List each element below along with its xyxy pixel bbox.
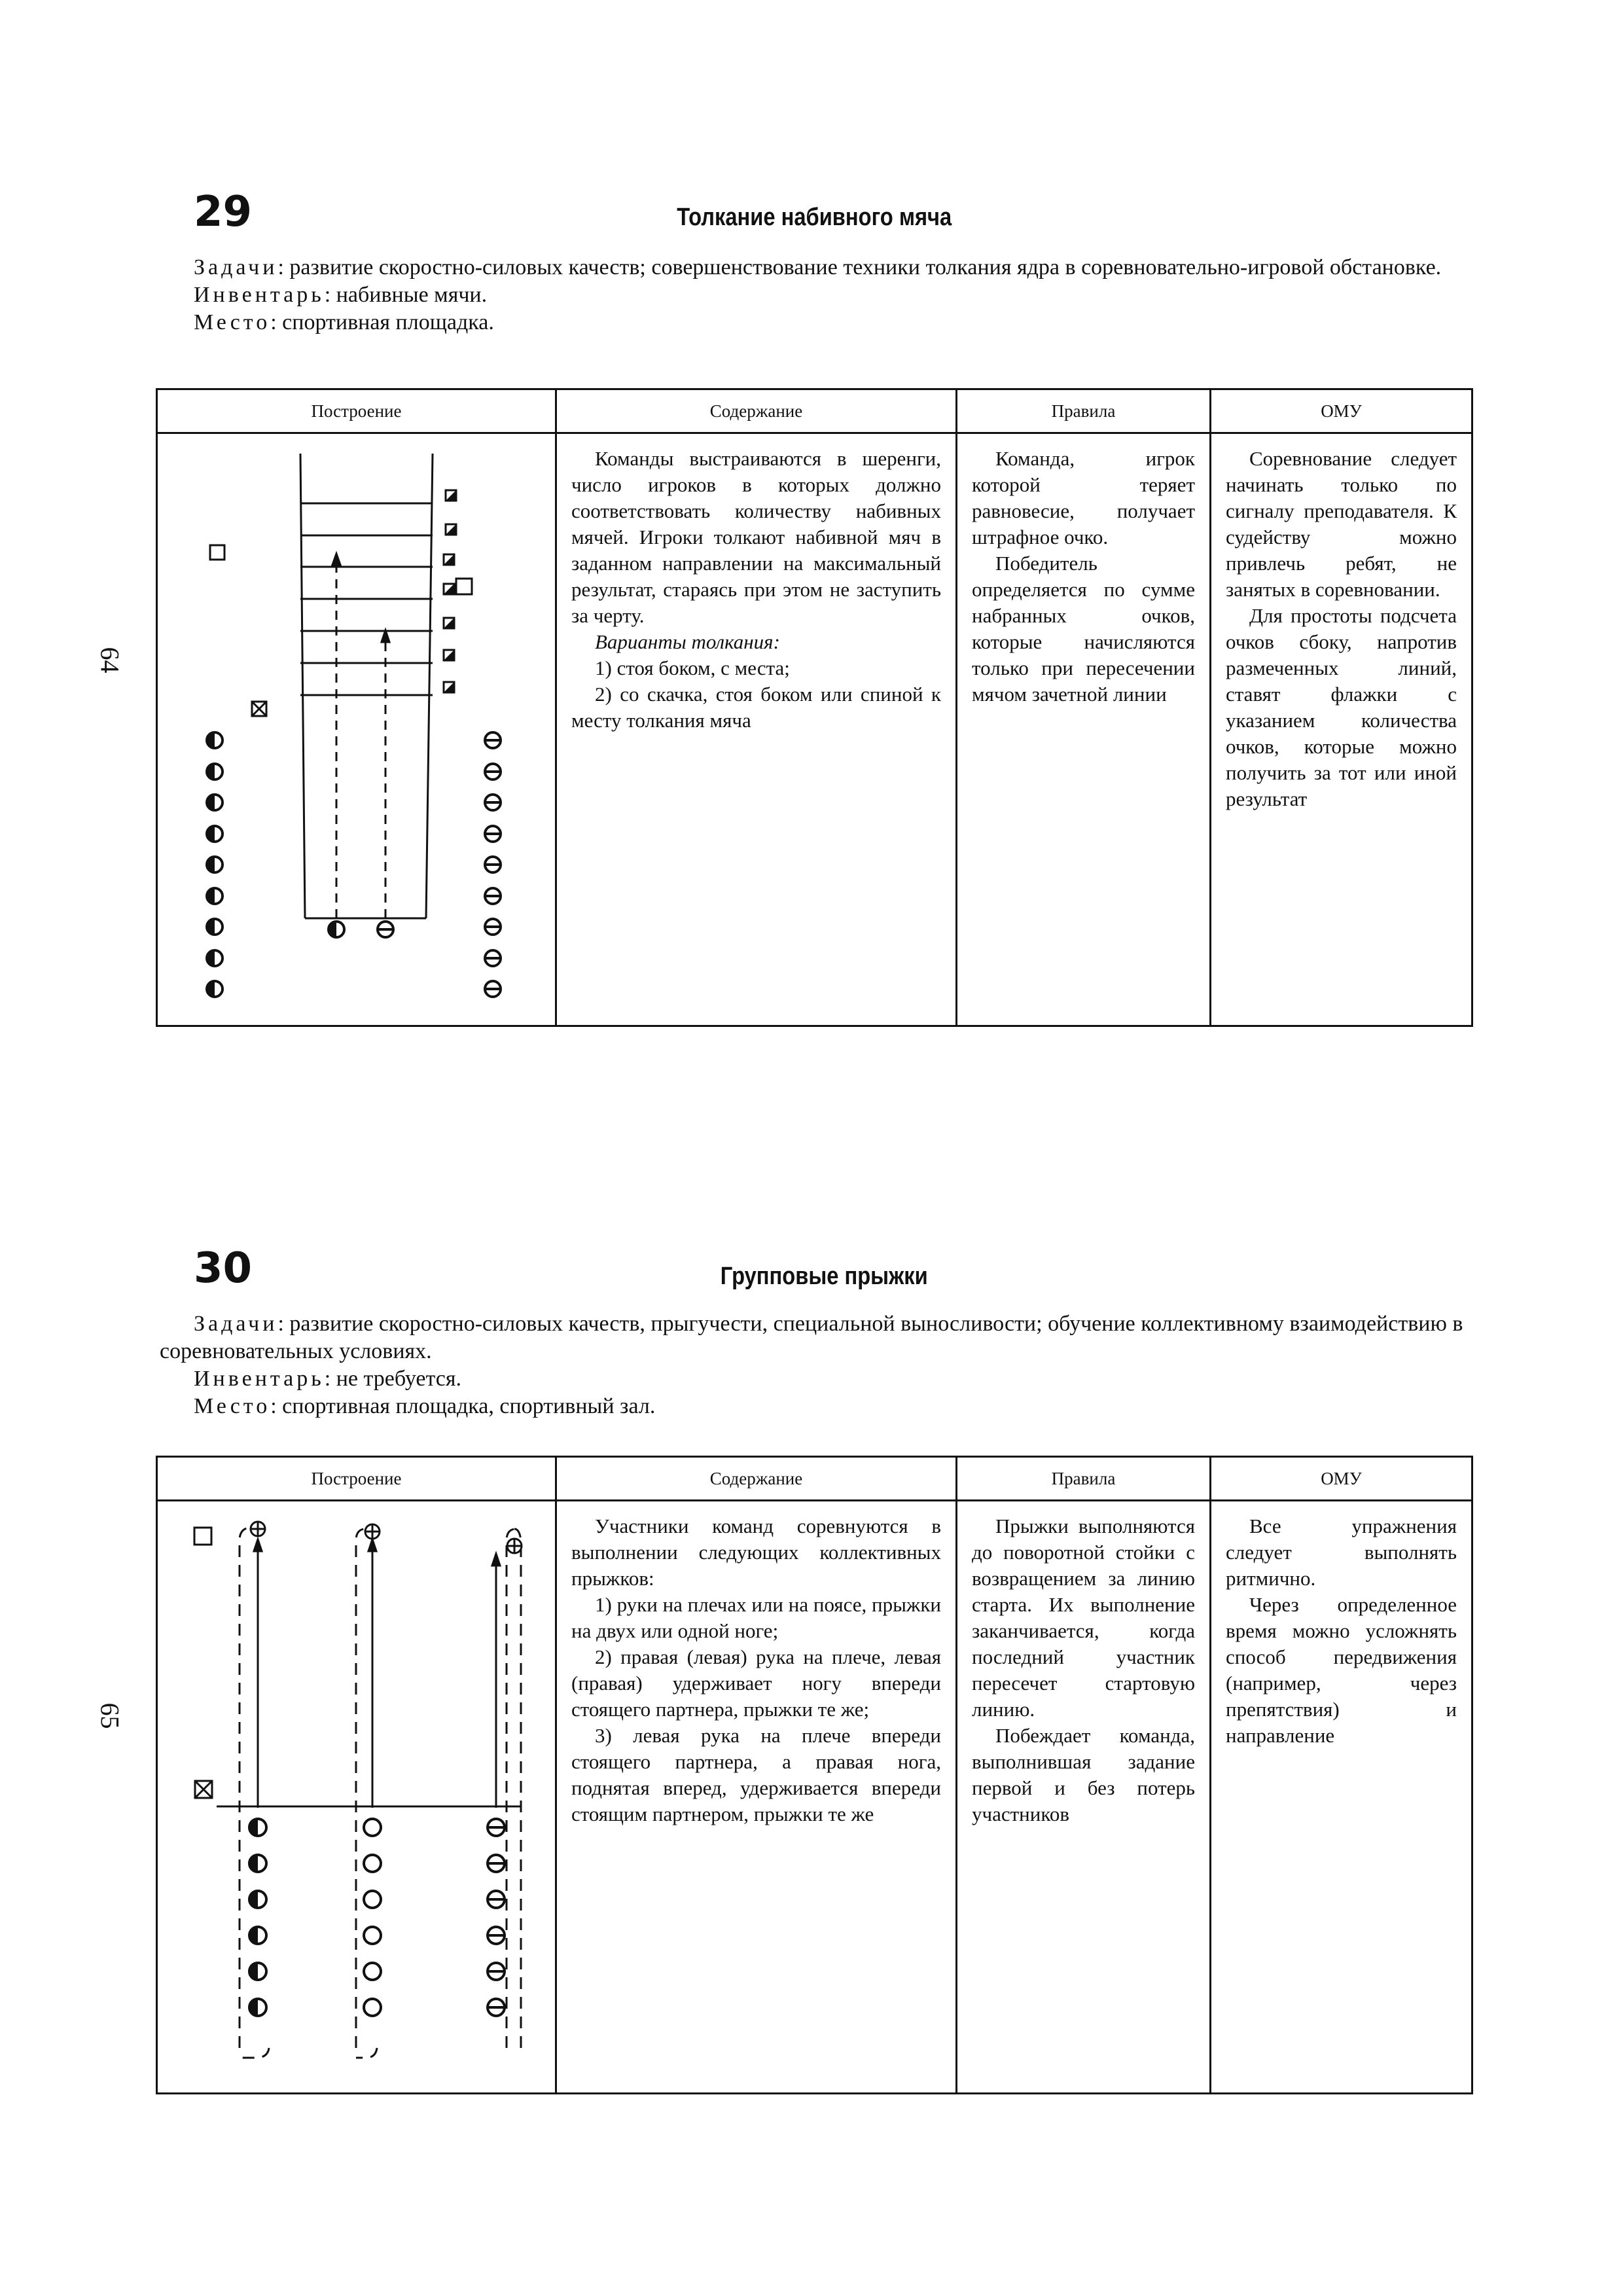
header-content: Содержание xyxy=(556,389,957,433)
judge-square-icon xyxy=(456,579,472,594)
turn-post-icons xyxy=(251,1522,522,1553)
inventory-label: Инвентарь xyxy=(194,283,325,307)
layout-diagram xyxy=(157,433,556,1026)
exercise-number: 29 xyxy=(194,188,253,236)
judge-icon xyxy=(195,1781,212,1798)
place-label: Место xyxy=(194,310,271,334)
place-label: Место xyxy=(194,1394,271,1418)
omu-cell xyxy=(1211,433,1472,1026)
tasks-label: Задачи xyxy=(194,1312,278,1336)
team-a-column xyxy=(249,1819,266,2016)
rule-2: Победитель определяется по сумме набранных очков, которые начисляются только при пересечении мячом зачетной линии xyxy=(972,552,1195,706)
header-layout: Построение xyxy=(157,389,556,433)
content-cell xyxy=(556,1501,957,2094)
tasks-text: : развитие скоростно-силовых качеств; совершенствование техники толкания ядра в соревновательно-игровой обстановке. xyxy=(277,255,1442,279)
tasks-text: : развитие скоростно-силовых качеств, прыгучести, специальной выносливости; обучение коллективному взаимодействию в соревновательных условиях. xyxy=(160,1312,1463,1363)
jump-direction-arrows xyxy=(254,1539,500,1808)
team-a-column xyxy=(207,732,223,997)
omu-2: Для простоты подсчета очков сбоку, напротив размеченных линий, ставят флажки с указанием количества очков, которые можно получить за тот или иной результат xyxy=(1226,604,1457,810)
throwers xyxy=(329,922,393,937)
exercise-info xyxy=(160,1310,1475,1420)
exercise-table xyxy=(156,1456,1473,2094)
team-paths xyxy=(240,1528,521,2058)
header-omu: ОМУ xyxy=(1211,389,1472,433)
exercise-title: Групповые прыжки xyxy=(720,1263,928,1290)
page-number-64: 64 xyxy=(95,647,125,673)
content-intro: Команды выстраиваются в шеренги, число игроков в которых должно соответствовать количеству набивных мячей. Игроки толкают набивной мяч в заданном направлении на максимальный результат, стараясь при этом не заступить за черту. xyxy=(571,447,941,627)
exercise-info xyxy=(160,254,1475,336)
team-b-column xyxy=(485,732,501,997)
place-text: : спортивная площадка. xyxy=(270,310,494,334)
header-rules: Правила xyxy=(957,1457,1211,1501)
throw-trajectory-arrows xyxy=(332,554,389,918)
variant-1: 1) стоя боком, с места; xyxy=(595,656,790,679)
rules-cell xyxy=(957,433,1211,1026)
throwing-sector xyxy=(300,454,433,918)
team-c-column xyxy=(364,1819,381,2016)
rule-1: Прыжки выполняются до поворотной стойки с возвращением за линию старта. Их выполнение заканчивается, когда последний участник пересечет стартовую линию. xyxy=(972,1515,1195,1721)
variant-2: 2) со скачка, стоя боком или спиной к месту толкания мяча xyxy=(571,683,941,732)
header-content: Содержание xyxy=(556,1457,957,1501)
header-omu: ОМУ xyxy=(1211,1457,1472,1501)
omu-1: Все упражнения следует выполнять ритмично. xyxy=(1226,1515,1457,1590)
header-layout: Построение xyxy=(157,1457,556,1501)
inventory-label: Инвентарь xyxy=(194,1367,325,1391)
inventory-text: : набивные мячи. xyxy=(324,283,488,307)
teacher-icon xyxy=(210,545,224,560)
omu-2: Через определенное время можно усложнять способ передвижения (например, через препятствия) и направление xyxy=(1226,1593,1457,1747)
exercise-table xyxy=(156,388,1473,1027)
judge-icon xyxy=(252,702,266,716)
exercise-number: 30 xyxy=(194,1244,253,1293)
variants-label: Варианты толкания xyxy=(595,630,774,653)
page-number-65: 65 xyxy=(95,1702,125,1729)
place-text: : спортивная площадка, спортивный зал. xyxy=(270,1394,656,1418)
inventory-text: : не требуется. xyxy=(324,1367,462,1391)
content-intro: Участники команд соревнуются в выполнении следующих коллективных прыжков: xyxy=(571,1515,941,1590)
tasks-label: Задачи xyxy=(194,255,278,279)
omu-1: Соревнование следует начинать только по сигналу преподавателя. К судейству можно привлечь ребят, не занятых в соревновании. xyxy=(1226,447,1457,601)
exercise-title: Толкание набивного мяча xyxy=(677,204,952,231)
diagram-30 xyxy=(158,1501,553,2090)
teacher-icon xyxy=(194,1528,211,1545)
rule-2: Побеждает команда, выполнившая задание первой и без потерь участников xyxy=(972,1724,1195,1825)
header-rules: Правила xyxy=(957,389,1211,433)
layout-diagram xyxy=(157,1501,556,2094)
content-cell: Команды выстраиваются в шеренги, число игроков в которых должно соответствовать количеству набивных мячей. Игроки толкают набивной мяч в заданном направлении на максимальный результат, стараясь при этом не заступить за черту. Варианты толкания: 1) стоя боком, с места; 2) со скачка, стоя боком или спиной к месту толкания мяча xyxy=(556,433,957,1026)
content-item-2: 2) правая (левая) рука на плече, левая (правая) удерживает ногу впереди стоящего партнера, прыжки те же; xyxy=(571,1645,941,1721)
content-item-1: 1) руки на плечах или на поясе, прыжки на двух или одной ноге; xyxy=(571,1593,941,1642)
content-item-3: 3) левая рука на плече впереди стоящего партнера, а правая нога, поднятая вперед, удерживается впереди стоящим партнером, прыжки те же xyxy=(571,1724,941,1825)
rule-1: Команда, игрок которой теряет равновесие, получает штрафное очко. xyxy=(972,447,1195,548)
rules-cell xyxy=(957,1501,1211,2094)
diagram-29 xyxy=(158,434,553,1023)
omu-cell xyxy=(1211,1501,1472,2094)
team-b-column xyxy=(488,1819,505,2016)
medicine-ball-icons xyxy=(444,490,456,692)
